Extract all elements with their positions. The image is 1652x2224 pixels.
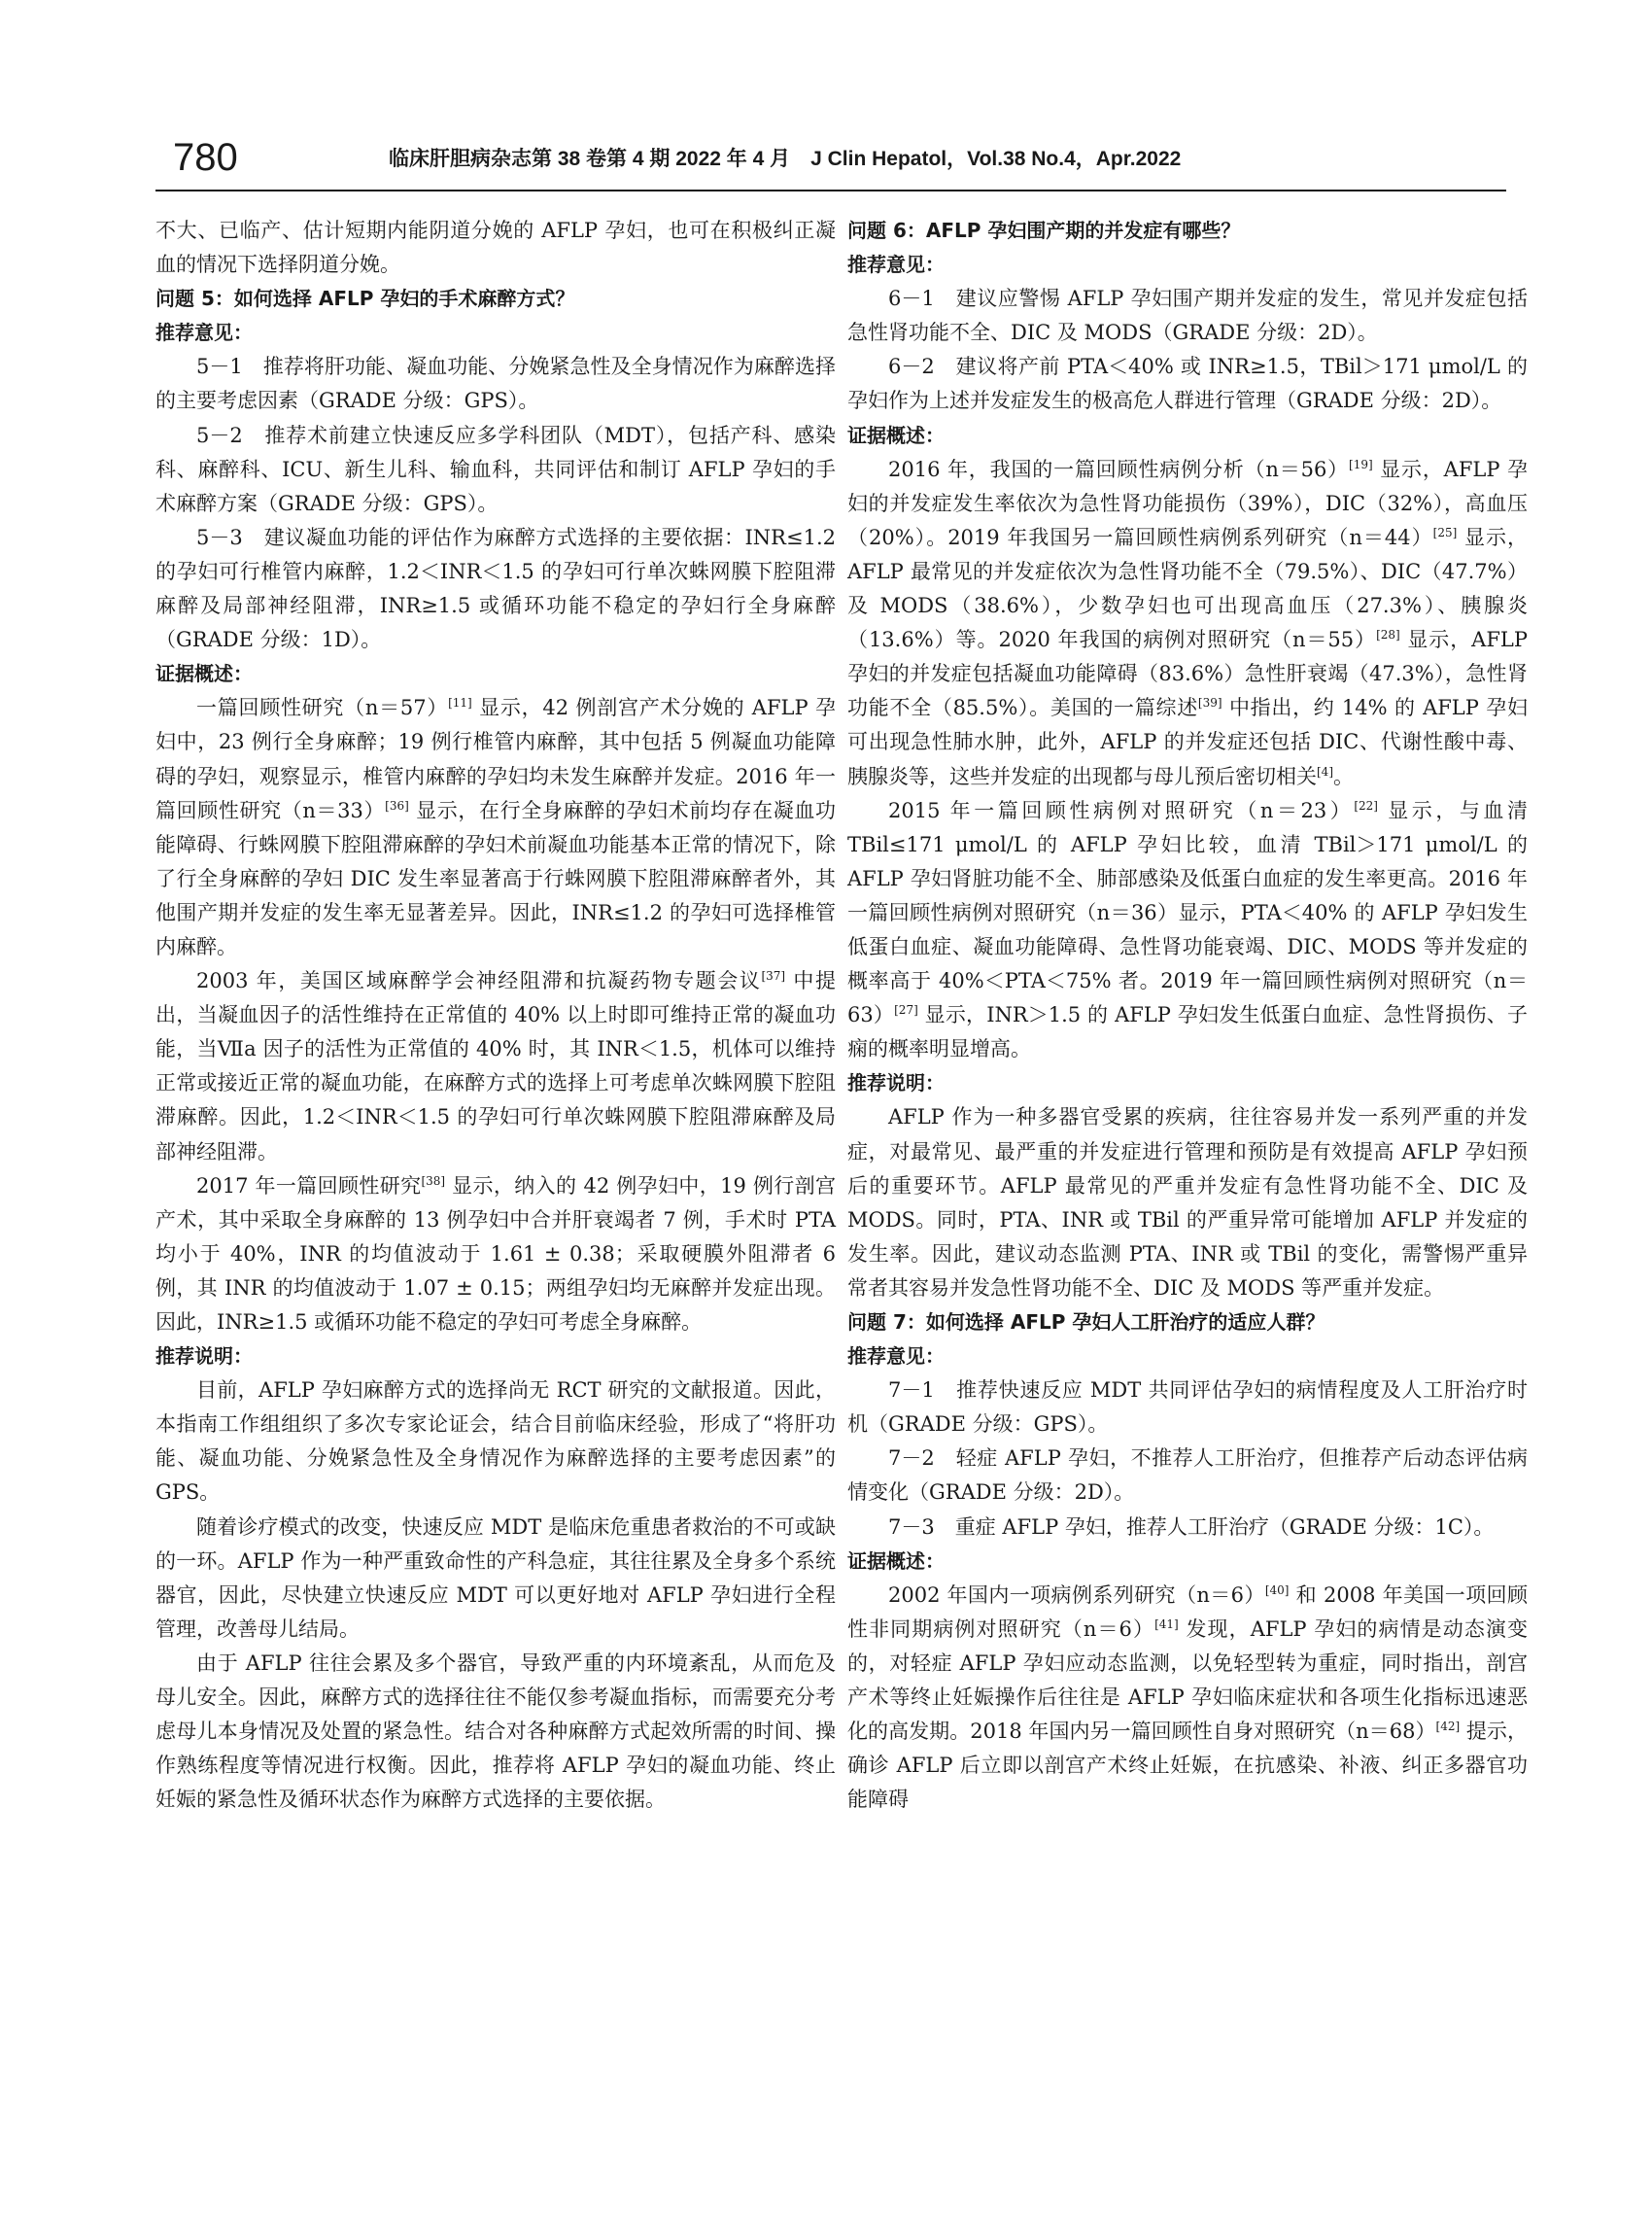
journal-citation: 临床肝胆病杂志第 38 卷第 4 期 2022 年 4 月 J Clin Hepatol，Vol.38 No.4，Apr.2022 xyxy=(389,148,1182,170)
paragraph: AFLP 作为一种多器官受累的疾病，往往容易并发一系列严重的并发症，对最常见、最严重的并发症进行管理和预防是有效提高 AFLP 孕妇预后的重要环节。AFLP 最常见的严重并发症有急性肾功能不全、DIC 及 MODS。同时，PTA、INR 或 TBil 的严重异常可能增加 AFLP 并发症的发生率。因此，建议动态监测 PTA、INR 或 TBil 的变化，需警惕严重异常者其容易并发急性肾功能不全、DIC 及 MODS 等严重并发症。 xyxy=(847,1105,1528,1300)
paragraph: 由于 AFLP 往往会累及多个器官，导致严重的内环境紊乱，从而危及母儿安全。因此，麻醉方式的选择往往不能仅参考凝血指标，而需要充分考虑母儿本身情况及处置的紧急性。结合对各种麻醉方式起效所需的时间、操作熟练程度等情况进行权衡。因此，推荐将 AFLP 孕妇的凝血功能、终止妊娠的紧急性及循环状态作为麻醉方式选择的主要依据。 xyxy=(155,1651,836,1812)
citation-ref: [39] xyxy=(1197,696,1222,711)
citation-ref: [28] xyxy=(1376,628,1400,643)
left-column xyxy=(155,214,836,1817)
section-heading: 证据概述： xyxy=(155,662,253,686)
section-heading: 证据概述： xyxy=(847,1548,945,1573)
section-heading: 推荐意见： xyxy=(155,321,253,345)
citation-ref: [42] xyxy=(1435,1720,1461,1734)
section-heading: 问题 6：AFLP 孕妇围产期的并发症有哪些？ xyxy=(847,219,1241,242)
section-heading: 证据概述： xyxy=(847,423,945,447)
section-heading: 问题 7：如何选择 AFLP 孕妇人工肝治疗的适应人群？ xyxy=(847,1310,1325,1334)
citation-ref: [22] xyxy=(1354,798,1378,813)
paragraph: 一篇回顾性研究（n＝57）[11] 显示，42 例剖宫产术分娩的 AFLP 孕妇中，23 例行全身麻醉；19 例行椎管内麻醉，其中包括 5 例凝血功能障碍的孕妇，观察显示，椎管内麻醉的孕妇均未发生麻醉并发症。2016 年一篇回顾性研究（n＝33）[36] 显示，在行全身麻醉的孕妇术前均存在凝血功能障碍、行蛛网膜下腔阻滞麻醉的孕妇术前凝血功能基本正常的情况下，除了行全身麻醉的孕妇 DIC 发生率显著高于行蛛网膜下腔阻滞麻醉者外，其他围产期并发症的发生率无显著差异。因此，INR≤1.2 的孕妇可选择椎管内麻醉。 xyxy=(155,696,837,958)
paragraph: 随着诊疗模式的改变，快速反应 MDT 是临床危重患者救治的不可或缺的一环。AFLP 作为一种严重致命性的产科急症，其往往累及全身多个系统器官，因此，尽快建立快速反应 MDT 可以更好地对 AFLP 孕妇进行全程管理，改善母儿结局。 xyxy=(155,1514,836,1641)
section-heading: 推荐意见： xyxy=(847,253,945,277)
page-number: 780 xyxy=(173,136,238,179)
citation-ref: [27] xyxy=(894,1003,918,1018)
paragraph: 6－1 建议应警惕 AFLP 孕妇围产期并发症的发生，常见并发症包括急性肾功能不全、DIC 及 MODS（GRADE 分级：2D）。 xyxy=(847,287,1528,345)
citation-ref: [19] xyxy=(1349,457,1373,471)
paragraph: 5－2 推荐术前建立快速反应多学科团队（MDT），包括产科、感染科、麻醉科、ICU、新生儿科、输血科，共同评估和制订 AFLP 孕妇的手术麻醉方案（GRADE 分级：GPS）。 xyxy=(155,423,836,515)
paragraph: 5－3 建议凝血功能的评估作为麻醉方式选择的主要依据：INR≤1.2 的孕妇可行椎管内麻醉，1.2＜INR＜1.5 的孕妇可行单次蛛网膜下腔阻滞麻醉及局部神经阻滞，INR≥1.5 或循环功能不稳定的孕妇行全身麻醉（GRADE 分级：1D）。 xyxy=(155,525,836,652)
paragraph: 不大、已临产、估计短期内能阴道分娩的 AFLP 孕妇，也可在积极纠正凝血的情况下选择阴道分娩。 xyxy=(155,219,836,277)
header-rule xyxy=(155,190,1506,191)
paragraph: 7－1 推荐快速反应 MDT 共同评估孕妇的病情程度及人工肝治疗时机（GRADE 分级：GPS）。 xyxy=(847,1378,1528,1437)
paragraph: 2002 年国内一项病例系列研究（n＝6）[40] 和 2008 年美国一项回顾性非同期病例对照研究（n＝6）[41] 发现，AFLP 孕妇的病情是动态演变的，对轻症 AFLP 孕妇应动态监测，以免轻型转为重症，同时指出，剖宫产术等终止妊娠操作后往往是 AFLP 孕妇临床症状和各项生化指标迅速恶化的高发期。2018 年国内另一篇回顾性自身对照研究（n＝68）[42] 提示，确诊 AFLP 后立即以剖宫产术终止妊娠，在抗感染、补液、纠正多器官功能障碍 xyxy=(847,1582,1528,1812)
citation-ref: [41] xyxy=(1154,1616,1179,1631)
paragraph: 2017 年一篇回顾性研究[38] 显示，纳入的 42 例孕妇中，19 例行剖宫产术，其中采取全身麻醉的 13 例孕妇中合并肝衰竭者 7 例，手术时 PTA 均小于 40%，INR 的均值波动于 1.61 ± 0.38；采取硬膜外阻滞者 6 例，其 INR 的均值波动于 1.07 ± 0.15；两组孕妇均无麻醉并发症出现。因此，INR≥1.5 或循环功能不稳定的孕妇可考虑全身麻醉。 xyxy=(155,1173,836,1334)
paragraph: 5－1 推荐将肝功能、凝血功能、分娩紧急性及全身情况作为麻醉选择的主要考虑因素（GRADE 分级：GPS）。 xyxy=(155,355,836,413)
citation-ref: [36] xyxy=(385,798,409,813)
paragraph: 7－3 重症 AFLP 孕妇，推荐人工肝治疗（GRADE 分级：1C）。 xyxy=(888,1514,1495,1539)
section-heading: 问题 5：如何选择 AFLP 孕妇的手术麻醉方式？ xyxy=(155,287,575,311)
paragraph: 2016 年，我国的一篇回顾性病例分析（n＝56）[19] 显示，AFLP 孕妇的并发症发生率依次为急性肾功能损伤（39%），DIC（32%），高血压（20%）。2019 年我国另一篇回顾性病例系列研究（n＝44）[25] 显示，AFLP 最常见的并发症依次为急性肾功能不全（79.5%）、DIC（47.7%）及 MODS（38.6%），少数孕妇也可出现高血压（27.3%）、胰腺炎（13.6%）等。2020 年我国的病例对照研究（n＝55）[28] 显示，AFLP 孕妇的并发症包括凝血功能障碍（83.6%）急性肝衰竭（47.3%），急性肾功能不全（85.5%）。美国的一篇综述[39] 中指出，约 14% 的 AFLP 孕妇可出现急性肺水肿，此外，AFLP 的并发症还包括 DIC、代谢性酸中毒、胰腺炎等，这些并发症的出现都与母儿预后密切相关[4]。 xyxy=(847,457,1528,788)
running-header xyxy=(155,134,1506,183)
citation-ref: [38] xyxy=(421,1173,446,1188)
section-heading: 推荐说明： xyxy=(155,1344,253,1369)
citation-ref: [11] xyxy=(448,696,472,711)
paragraph: 7－2 轻症 AFLP 孕妇，不推荐人工肝治疗，但推荐产后动态评估病情变化（GRADE 分级：2D）。 xyxy=(847,1446,1528,1505)
right-column xyxy=(847,214,1528,1817)
section-heading: 推荐意见： xyxy=(847,1344,945,1369)
paragraph: 2015 年一篇回顾性病例对照研究（n＝23）[22] 显示，与血清 TBil≤171 μmol/L 的 AFLP 孕妇比较，血清 TBil＞171 μmol/L 的 AFLP 孕妇肾脏功能不全、肺部感染及低蛋白血症的发生率更高。2016 年一篇回顾性病例对照研究（n＝36）显示，PTA＜40% 的 AFLP 孕妇发生低蛋白血症、凝血功能障碍、急性肾功能衰竭、DIC、MODS 等并发症的概率高于 40%＜PTA＜75% 者。2019 年一篇回顾性病例对照研究（n＝63）[27] 显示，INR＞1.5 的 AFLP 孕妇发生低蛋白血症、急性肾损伤、子痫的概率明显增高。 xyxy=(847,798,1528,1061)
citation-ref: [37] xyxy=(761,969,786,984)
paragraph: 目前，AFLP 孕妇麻醉方式的选择尚无 RCT 研究的文献报道。因此，本指南工作组组织了多次专家论证会，结合目前临床经验，形成了“将肝功能、凝血功能、分娩紧急性及全身情况作为麻醉选择的主要考虑因素”的 GPS。 xyxy=(155,1378,836,1505)
citation-ref: [25] xyxy=(1432,525,1458,539)
section-heading: 推荐说明： xyxy=(847,1071,945,1095)
citation-ref: [4] xyxy=(1317,764,1333,779)
paragraph: 6－2 建议将产前 PTA＜40% 或 INR≥1.5，TBil＞171 μmol/L 的孕妇作为上述并发症发生的极高危人群进行管理（GRADE 分级：2D）。 xyxy=(847,355,1528,413)
citation-ref: [40] xyxy=(1264,1582,1290,1597)
paragraph: 2003 年，美国区域麻醉学会神经阻滞和抗凝药物专题会议[37] 中提出，当凝血因子的活性维持在正常值的 40% 以上时即可维持正常的凝血功能，当Ⅶa 因子的活性为正常值的 40% 时，其 INR＜1.5，机体可以维持正常或接近正常的凝血功能，在麻醉方式的选择上可考虑单次蛛网膜下腔阻滞麻醉。因此，1.2＜INR＜1.5 的孕妇可行单次蛛网膜下腔阻滞麻醉及局部神经阻滞。 xyxy=(155,969,836,1164)
